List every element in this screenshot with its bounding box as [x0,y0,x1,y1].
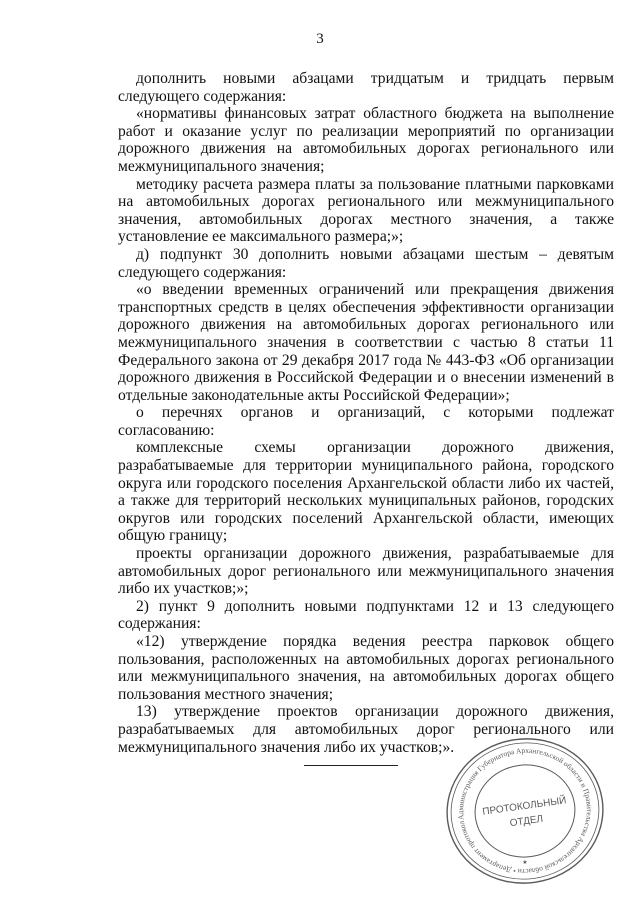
page-number: 3 [316,31,324,47]
paragraph-1: дополнить новыми абзацами тридцатым и тридцать первым следующего содержания: [118,70,614,105]
protocol-department-stamp [440,736,610,886]
paragraph-3: методику расчета размера платы за пользование платными парковками на автомобильных дорогах регионального или межмуниципального значения, автомобильных дорогах местного значения, а также установление ее максимального размера;»; [118,175,614,246]
stamp-ring-text: Администрация Губернатора Архангельской области и Правительства Архангельской области • Департамент протокола [456,745,594,877]
paragraph-4: д) подпункт 30 дополнить новыми абзацами шестым – девятым следующего содержания: [118,245,614,281]
stamp-center-line-1: ПРОТОКОЛЬНЫЙ [481,795,568,818]
paragraph-9: 2) пункт 9 дополнить новыми подпунктами 12 и 13 следующего содержания: [118,597,614,633]
paragraph-10: «12) утверждение порядка ведения реестра парковок общего пользования, расположенных на автомобильных дорогах регионального или межмуниципального значения, на автомобильных дорогах общего пользования местного значения; [118,633,614,703]
paragraph-7: комплексные схемы организации дорожного движения, разрабатываемые для территории муниципального района, городского округа или городского поселения Архангельской области либо их частей, а также для территорий нескольких муниципальных районов, городских округов или городских поселений Архангельской области, имеющих общую границу; [118,439,614,545]
paragraph-2: «нормативы финансовых затрат областного бюджета на выполнение работ и оказание услуг по реализации мероприятий по организации дорожного движения на автомобильных дорогах регионального или межмуниципального значения; [118,105,614,175]
paragraph-11: 13) утверждение проектов организации дорожного движения, разрабатываемых для автомобильных дорог регионального или межмуниципального значения либо их участков;». [118,703,614,756]
paragraph-8: проекты организации дорожного движения, разрабатываемые для автомобильных дорог регионального или межмуниципального значения либо их участков;»; [118,545,614,598]
paragraph-6: о перечнях органов и организаций, с которыми подлежат согласованию: [118,404,614,439]
paragraph-5: «о введении временных ограничений или прекращения движения транспортных средств в целях обеспечения эффективности организации дорожного движения на автомобильных дорогах регионального или межмуниципального значения в соответствии с частью 8 статьи 11 Федерального закона от 29 декабря 2017 года № 443-ФЗ «Об организации дорожного движения в Российской Федерации и о внесении изменений в отдельные законодательные акты Российской Федерации»; [118,281,614,404]
stamp-star-icon: ★ [522,860,528,866]
closing-separator-line [304,765,398,766]
stamp-center-line-2: ОТДЕЛ [509,813,544,830]
document-body [118,70,614,756]
